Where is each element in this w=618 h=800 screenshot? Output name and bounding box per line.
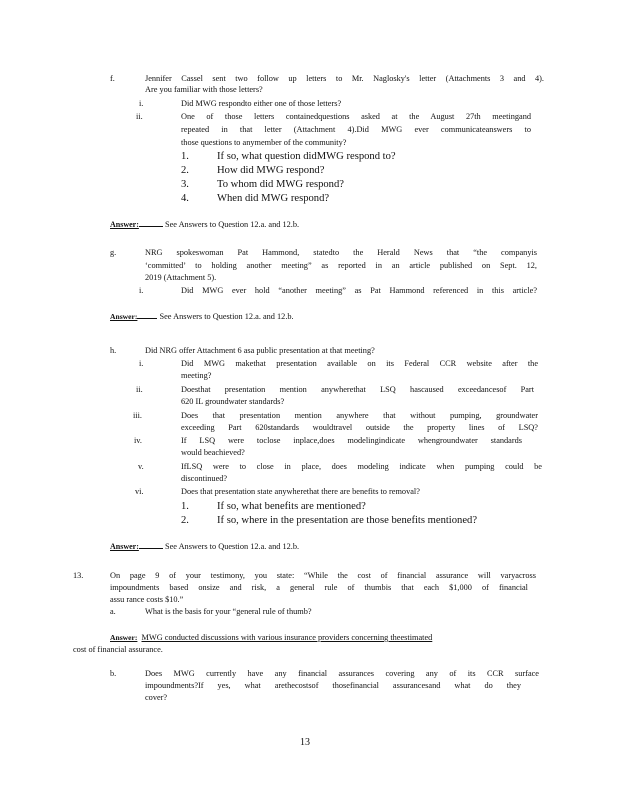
item-h-v-line-2: discontinued? (181, 474, 228, 483)
item-f-sub-3-marker: 3. (181, 179, 189, 190)
answer-text: MWG conducted discussions with various insurance providers concerning theestimated (141, 633, 433, 642)
item-f-sub-2-marker: 2. (181, 165, 189, 176)
item-f-answer (110, 220, 299, 230)
item-h-iii-line-2: exceeding Part 620standards wouldtravel outside the property lines of LSQ? (181, 423, 538, 432)
item-h-vi-marker: vi. (135, 487, 144, 496)
item-f-ii-marker: ii. (136, 112, 143, 121)
answer-underline (137, 318, 157, 319)
answer-label: Answer: (110, 312, 138, 321)
answer-text: See Answers to Question 12.a. and 12.b. (164, 220, 300, 229)
item-h-answer (110, 542, 299, 552)
question-13-b-line-2: impoundments?If yes, what arethecostsof thosefinancial assurancesand what do they (145, 681, 521, 690)
item-g-i-text: Did MWG ever hold “another meeting” as Pat Hammond referenced in this article? (181, 286, 537, 295)
item-f-sub-4-marker: 4. (181, 193, 189, 204)
question-13-a-text: What is the basis for your “general rule of thumb? (145, 607, 312, 616)
page-number: 13 (300, 737, 310, 748)
item-h-ii-line-1: Doesthat presentation mention anywherethat LSQ hascaused exceedancesof Part (181, 385, 534, 394)
item-f-ii-line-3: those questions to anymember of the community? (181, 138, 347, 147)
question-13-b-line-1: Does MWG currently have any financial assurances covering any of its CCR surface (145, 669, 539, 678)
item-g-line-3: 2019 (Attachment 5). (145, 273, 217, 282)
question-13-b-marker: b. (110, 669, 117, 678)
answer-underline (139, 548, 163, 549)
answer-label: Answer: (110, 220, 139, 229)
item-f-line-2: Are you familiar with those letters? (145, 85, 263, 94)
item-f-sub-2-text: How did MWG respond? (217, 165, 325, 176)
question-13-answer-line-2: cost of financial assurance. (73, 645, 163, 654)
item-h-i-line-2: meeting? (181, 371, 212, 380)
item-h-sub-1-marker: 1. (181, 501, 189, 512)
item-f-marker: f. (110, 74, 115, 83)
item-h-ii-line-2: 620 IL groundwater standards? (181, 397, 285, 406)
question-13-marker: 13. (73, 571, 84, 580)
item-f-sub-3-text: To whom did MWG respond? (217, 179, 344, 190)
item-f-ii-line-1: One of those letters containedquestions asked at the August 27th meetingand (181, 112, 531, 121)
question-13-line-3: assu rance costs $10.” (110, 595, 184, 604)
item-f-sub-4-text: When did MWG respond? (217, 193, 330, 204)
item-f-i-marker: i. (139, 99, 144, 108)
answer-label: Answer: (110, 542, 139, 551)
item-g-i-marker: i. (139, 286, 144, 295)
item-h-i-line-1: Did MWG makethat presentation available on its Federal CCR website after the (181, 359, 538, 368)
item-g-line-2: ‘committed’ to holding another meeting” as reported in an article published on Sept. 12, (145, 261, 537, 270)
item-h-i-marker: i. (139, 359, 144, 368)
item-h-sub-2-marker: 2. (181, 515, 189, 526)
item-h-line-1: Did NRG offer Attachment 6 asa public presentation at that meeting? (145, 346, 375, 355)
item-h-ii-marker: ii. (136, 385, 143, 394)
question-13-answer (110, 633, 534, 643)
question-13-a-marker: a. (110, 607, 116, 616)
item-h-iv-line-1: If LSQ were toclose inplace,does modelingindicate whengroundwater standards (181, 436, 522, 445)
item-h-marker: h. (110, 346, 117, 355)
answer-underline (139, 226, 163, 227)
item-h-v-line-1: IfLSQ were to close in place, does modeling indicate when pumping could be (181, 462, 542, 471)
answer-text: See Answers to Question 12.a. and 12.b. (164, 542, 300, 551)
item-h-iv-marker: iv. (134, 436, 142, 445)
item-h-iii-line-1: Does that presentation mention anywhere that without pumping, groundwater (181, 411, 538, 420)
item-g-answer (110, 312, 294, 322)
item-f-i-text: Did MWG respondto either one of those letters? (181, 99, 342, 108)
item-f-sub-1-text: If so, what question didMWG respond to? (217, 151, 396, 162)
item-f-line-1: Jennifer Cassel sent two follow up letters to Mr. Naglosky's letter (Attachments 3 and 4). (145, 74, 544, 83)
item-h-iii-marker: iii. (133, 411, 142, 420)
item-h-sub-1-text: If so, what benefits are mentioned? (217, 501, 366, 512)
answer-label: Answer: (110, 633, 138, 642)
answer-text: See Answers to Question 12.a. and 12.b. (159, 312, 294, 321)
item-f-sub-1-marker: 1. (181, 151, 189, 162)
question-13-b-line-3: cover? (145, 693, 168, 702)
question-13-line-1: On page 9 of your testimony, you state: “While the cost of financial assurance will varyacross (110, 571, 536, 580)
item-h-iv-line-2: would beachieved? (181, 448, 245, 457)
item-g-line-1: NRG spokeswoman Pat Hammond, statedto the Herald News that “the companyis (145, 248, 537, 257)
item-g-marker: g. (110, 248, 117, 257)
question-13-line-2: impoundments based onsize and risk, a general rule of thumbis that each $1,000 of financial (110, 583, 528, 592)
item-h-v-marker: v. (138, 462, 144, 471)
item-f-ii-line-2: repeated in that letter (Attachment 4).Did MWG ever communicateanswers to (181, 125, 531, 134)
item-h-vi-text: Does that presentation state anywherethat there are benefits to removal? (181, 487, 420, 496)
item-h-sub-2-text: If so, where in the presentation are those benefits mentioned? (217, 515, 478, 526)
